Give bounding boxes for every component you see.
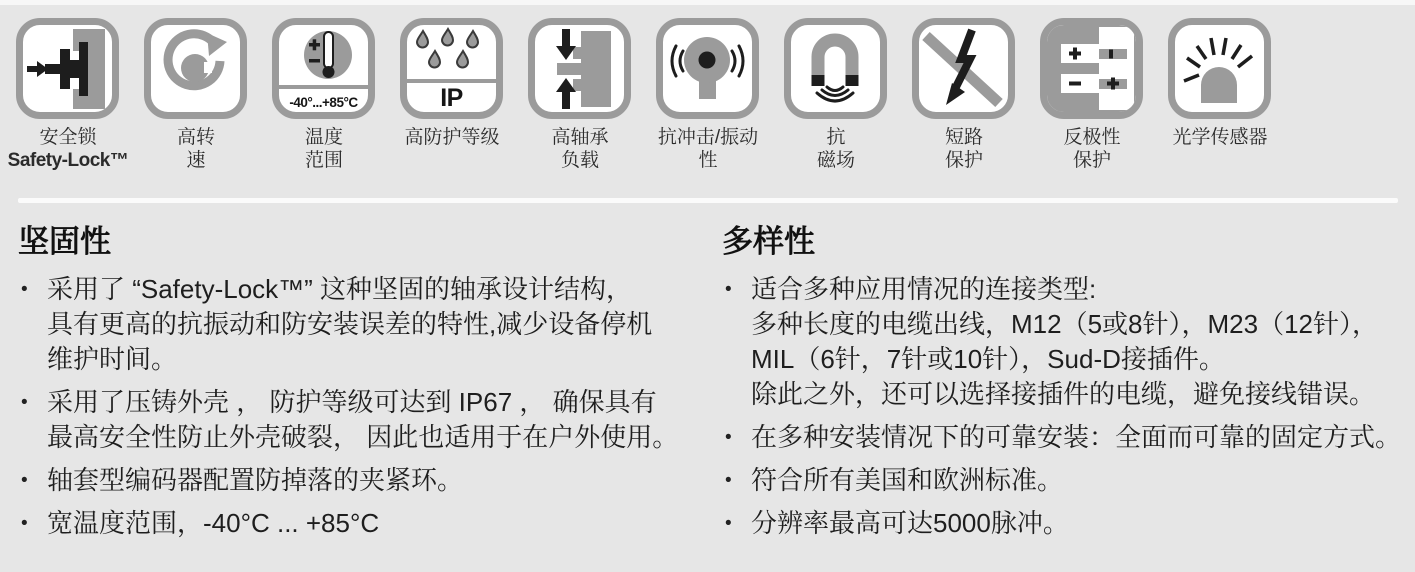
section-robustness [18, 203, 708, 549]
bearing-load-label: 高轴承 负载 [551, 127, 609, 171]
high-speed-label: 高转 速 [176, 127, 215, 171]
versatility-bullet-4: • 分辨率最高可达5000脉冲。 [722, 506, 1415, 541]
feature-safety-lock [7, 18, 129, 172]
temperature-icon [272, 18, 375, 119]
bullet-marker: • [725, 279, 732, 300]
ip-badge: IP [440, 84, 463, 112]
feature-short-circuit [912, 18, 1015, 172]
feature-magnetic-field [784, 18, 887, 172]
robustness-bullet-3: • 轴套型编码器配置防掉落的夹紧环。 [18, 463, 708, 498]
bullet-marker: • [21, 513, 28, 534]
robustness-bullet-4: • 宽温度范围，-40°C ... +85°C [18, 506, 708, 541]
optical-sensor-label: 光学传感器 [1172, 127, 1268, 148]
robustness-title: 坚固性 [18, 224, 111, 259]
bullet-marker: • [21, 470, 28, 491]
versatility-bullet-3: • 符合所有美国和欧洲标准。 [722, 463, 1415, 498]
short-circuit-label: 短路 保护 [944, 127, 983, 171]
feature-icon-row [0, 5, 1415, 172]
feature-ip-rating [400, 18, 503, 172]
temperature-label: 温度 范围 [304, 127, 343, 171]
bearing-load-icon [528, 18, 631, 119]
section-versatility [708, 203, 1415, 549]
feature-temperature [272, 18, 375, 172]
safety-lock-label-cn: 安全锁 [39, 127, 97, 148]
safety-lock-label-en: Safety-Lock™ [7, 150, 129, 171]
shock-vibration-label: 抗冲击/振动 性 [657, 127, 759, 171]
magnetic-field-label: 抗 磁场 [816, 127, 855, 171]
shock-vibration-icon [656, 18, 759, 119]
magnetic-field-icon [784, 18, 887, 119]
feature-optical-sensor [1168, 18, 1271, 172]
reverse-polarity-icon [1040, 18, 1143, 119]
bullet-marker: • [725, 470, 732, 491]
versatility-title: 多样性 [722, 224, 815, 259]
feature-high-speed [144, 18, 247, 172]
versatility-bullet-1: • 适合多种应用情况的连接类型: 多种长度的电缆出线，M12（5或8针），M23（12针）， MIL（6针，7针或10针），Sud-D接插件。 除此之外，还可以选择接插件的电缆，避免接线错误。 [722, 272, 1415, 412]
bullet-marker: • [21, 279, 28, 300]
reverse-polarity-label: 反极性 保护 [1063, 127, 1121, 171]
optical-sensor-icon [1168, 18, 1271, 119]
short-circuit-icon [912, 18, 1015, 119]
bullet-marker: • [725, 513, 732, 534]
feature-text-columns [0, 203, 1415, 549]
safety-lock-icon [16, 18, 119, 119]
bullet-marker: • [725, 427, 732, 448]
robustness-bullet-1: • 采用了 “Safety-Lock™” 这种坚固的轴承设计结构， 具有更高的抗振动和防安装误差的特性,减少设备停机 维护时间。 [18, 272, 708, 377]
high-speed-icon [144, 18, 247, 119]
ip-rating-label: 高防护等级 [404, 127, 500, 148]
ip-rating-icon [400, 18, 503, 119]
robustness-bullet-2: • 采用了压铸外壳 ， 防护等级可达到 IP67 ， 确保具有 最高安全性防止外壳破裂， 因此也适用于在户外使用。 [18, 385, 708, 455]
bullet-marker: • [21, 392, 28, 413]
feature-bearing-load [528, 18, 631, 172]
feature-shock-vibration [656, 18, 759, 172]
temperature-badge: -40°...+85°C [289, 95, 358, 110]
feature-reverse-polarity [1040, 18, 1143, 172]
versatility-bullet-2: • 在多种安装情况下的可靠安装：全面而可靠的固定方式。 [722, 420, 1415, 455]
